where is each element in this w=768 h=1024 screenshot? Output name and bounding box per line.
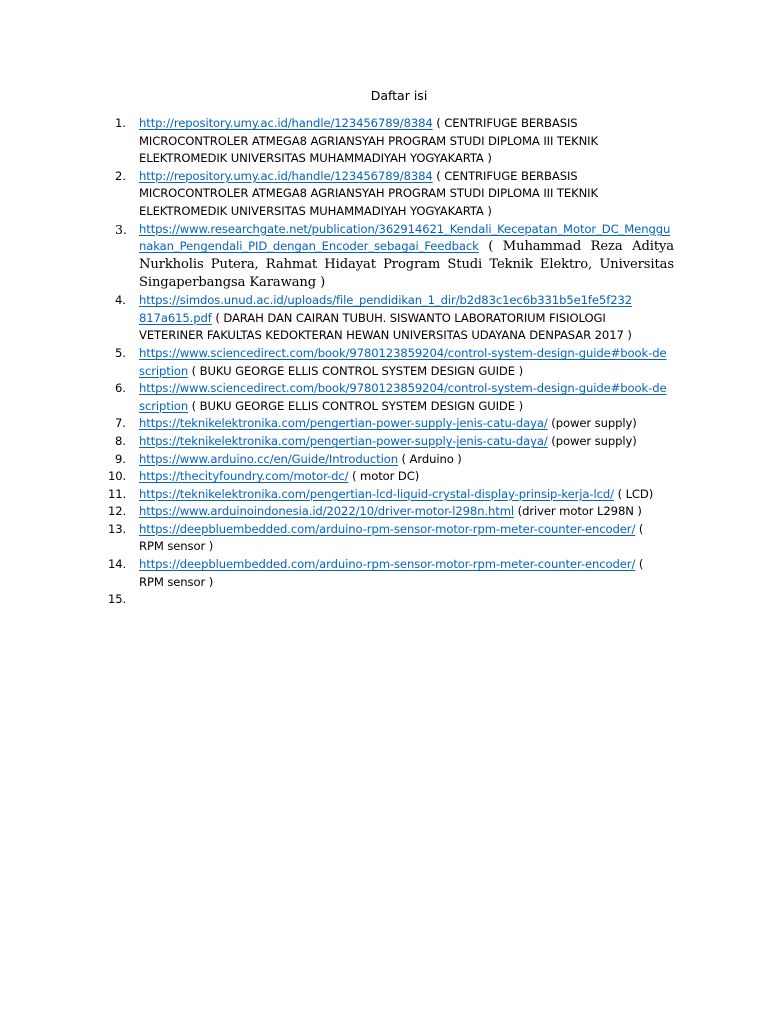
reference-description: ( Arduino ) [397, 451, 462, 466]
reference-link[interactable]: https://thecityfoundry.com/motor-dc/ [139, 469, 349, 484]
list-number: 5. [115, 345, 126, 360]
list-number: 10. [108, 469, 127, 484]
list-item [106, 380, 678, 415]
reference-description: ( RPM sensor ) [139, 557, 644, 589]
reference-link[interactable]: https://teknikelektronika.com/pengertian-power-supply-jenis-catu-daya/ [139, 416, 548, 431]
reference-description: ( BUKU GEORGE ELLIS CONTROL SYSTEM DESIGN GUIDE ) [188, 398, 523, 413]
list-item [106, 292, 678, 345]
reference-link[interactable]: https://deepbluembedded.com/arduino-rpm-sensor-motor-rpm-meter-counter-encoder/ [139, 521, 636, 536]
reference-link[interactable]: https://simdos.unud.ac.id/uploads/file_pendidikan_1_dir/b2d83c1ec6b331b5e1fe5f232817a615.pdf [139, 293, 633, 325]
page-title: Daftar isi [370, 88, 428, 103]
list-item [106, 486, 678, 504]
list-number: 4. [115, 293, 126, 308]
list-item [106, 503, 678, 521]
reference-description: ( CENTRIFUGE BERBASIS MICROCONTROLER ATMEGA8 AGRIANSYAH PROGRAM STUDI DIPLOMA III TEKNIK ELEKTROMEDIK UNIVERSITAS MUHAMMADIYAH YOGYAKARTA ) [139, 168, 598, 218]
list-number: 2. [115, 168, 126, 183]
reference-link[interactable]: https://www.arduino.cc/en/Guide/Introduction [139, 451, 398, 466]
reference-description: (power supply) [547, 416, 637, 431]
list-number: 12. [108, 504, 127, 519]
list-number: 9. [115, 451, 126, 466]
reference-link[interactable]: https://deepbluembedded.com/arduino-rpm-sensor-motor-rpm-meter-counter-encoder/ [139, 557, 636, 572]
reference-link[interactable]: https://www.arduinoindonesia.id/2022/10/driver-motor-l298n.html [139, 504, 515, 519]
reference-description: (power supply) [547, 433, 637, 448]
list-number: 1. [115, 116, 126, 130]
reference-link[interactable]: https://www.researchgate.net/publication/362914621_Kendali_Kecepatan_Motor_DC_Menggunakan_Pengendali_PID_dengan_Encoder_sebagai_Feedback [139, 221, 671, 254]
reference-description: ( LCD) [613, 486, 654, 501]
list-number: 15. [108, 592, 127, 607]
list-item [106, 451, 678, 469]
reference-description: ( motor DC) [348, 469, 420, 484]
reference-description: ( Muhammad Reza Aditya Nurkholis Putera, Rahmat Hidayat Program Studi Teknik Elektro, Universitas Singaperbangsa Karawang ) [139, 239, 674, 291]
list-number: 7. [115, 416, 126, 431]
reference-link[interactable]: https://www.sciencedirect.com/book/9780123859204/control-system-design-guide#book-description [139, 345, 667, 378]
list-number: 6. [115, 381, 126, 396]
list-number: 8. [115, 433, 126, 448]
list-number: 3. [115, 221, 127, 237]
reference-link[interactable]: https://teknikelektronika.com/pengertian-lcd-liquid-crystal-display-prinsip-kerja-lcd/ [139, 486, 614, 501]
list-item [106, 115, 678, 168]
list-item [106, 345, 678, 380]
list-number: 11. [108, 486, 127, 501]
list-item [106, 468, 678, 486]
reference-description: ( DARAH DAN CAIRAN TUBUH. SISWANTO LABORATORIUM FISIOLOGI VETERINER FAKULTAS KEDOKTERAN HEWAN UNIVERSITAS UDAYANA DENPASAR 2017 ) [139, 310, 632, 343]
reference-description: ( CENTRIFUGE BERBASIS MICROCONTROLER ATMEGA8 AGRIANSYAH PROGRAM STUDI DIPLOMA III TEKNIK ELEKTROMEDIK UNIVERSITAS MUHAMMADIYAH YOGYAKARTA ) [139, 116, 598, 166]
reference-link[interactable]: http://repository.umy.ac.id/handle/123456789/8384 [139, 116, 433, 130]
list-number: 13. [108, 521, 127, 536]
reference-description: ( BUKU GEORGE ELLIS CONTROL SYSTEM DESIGN GUIDE ) [188, 363, 523, 378]
reference-link[interactable]: https://teknikelektronika.com/pengertian-power-supply-jenis-catu-daya/ [139, 433, 548, 448]
reference-description: (driver motor L298N ) [514, 504, 642, 519]
list-item [106, 415, 678, 433]
list-item [106, 591, 678, 608]
list-number: 14. [108, 557, 127, 572]
list-item [106, 433, 678, 451]
list-item [106, 221, 678, 293]
reference-link[interactable]: http://repository.umy.ac.id/handle/123456789/8384 [139, 168, 433, 183]
list-item [106, 168, 678, 221]
reference-link[interactable]: https://www.sciencedirect.com/book/9780123859204/control-system-design-guide#book-description [139, 381, 667, 413]
reference-description: ( RPM sensor ) [139, 521, 644, 554]
reference-list [106, 115, 678, 608]
list-item [106, 521, 678, 556]
list-item [106, 556, 678, 591]
